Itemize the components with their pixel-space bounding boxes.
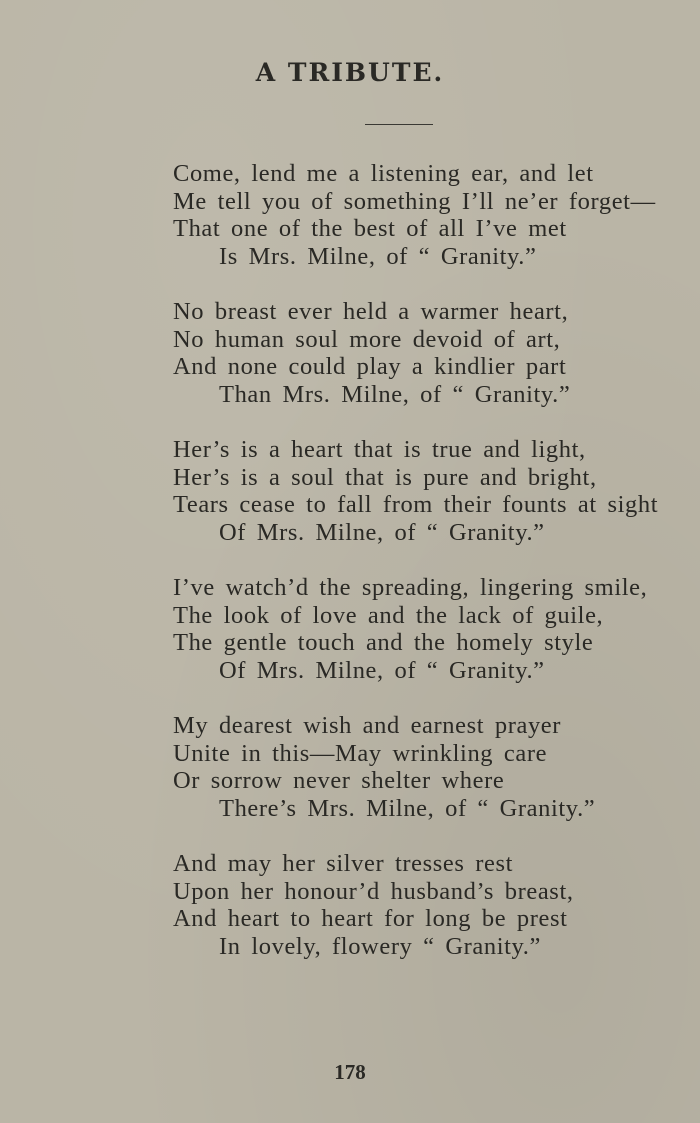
poem-line: Upon her honour’d husband’s breast, [173, 877, 574, 905]
poem-title: A TRIBUTE. [255, 58, 445, 87]
stanza-2 [173, 298, 673, 408]
stanza-6 [173, 850, 673, 960]
stanza-5 [173, 712, 673, 822]
poem-line: The look of love and the lack of guile, [173, 601, 604, 629]
poem-line: Her’s is a heart that is true and light, [173, 436, 586, 463]
poem-line: No breast ever held a warmer heart, [173, 298, 569, 325]
poem-line: The gentle touch and the homely style [173, 629, 594, 656]
stanza-3 [173, 436, 673, 546]
poem-refrain-line: Of Mrs. Milne, of “ Granity.” [219, 518, 545, 546]
poem-body [173, 160, 673, 960]
stanza-1 [173, 160, 673, 270]
poem-line: That one of the best of all I’ve met [173, 215, 567, 242]
poem-line: Come, lend me a listening ear, and let [173, 160, 594, 187]
poem-line: Her’s is a soul that is pure and bright, [173, 463, 597, 491]
stanza-4 [173, 574, 673, 684]
poem-line: I’ve watch’d the spreading, lingering smile, [173, 574, 648, 601]
title-divider [365, 124, 433, 125]
poem-refrain-line: Than Mrs. Milne, of “ Granity.” [219, 380, 571, 408]
poem-line: Tears cease to fall from their founts at sight [173, 491, 659, 518]
poem-line: And may her silver tresses rest [173, 850, 514, 877]
page-number: 178 [334, 1060, 366, 1084]
poem-refrain-line: There’s Mrs. Milne, of “ Granity.” [219, 794, 596, 822]
poem-refrain-line: In lovely, flowery “ Granity.” [219, 932, 541, 960]
poem-line: My dearest wish and earnest prayer [173, 712, 562, 739]
poem-line: Unite in this—May wrinkling care [173, 739, 548, 767]
poem-refrain-line: Of Mrs. Milne, of “ Granity.” [219, 656, 545, 684]
poem-line: No human soul more devoid of art, [173, 325, 561, 353]
poem-refrain-line: Is Mrs. Milne, of “ Granity.” [219, 242, 537, 270]
poem-line: And heart to heart for long be prest [173, 905, 568, 932]
poem-line: Or sorrow never shelter where [173, 767, 505, 794]
poem-line: Me tell you of something I’ll ne’er forget— [173, 187, 656, 215]
poem-line: And none could play a kindlier part [173, 353, 567, 380]
